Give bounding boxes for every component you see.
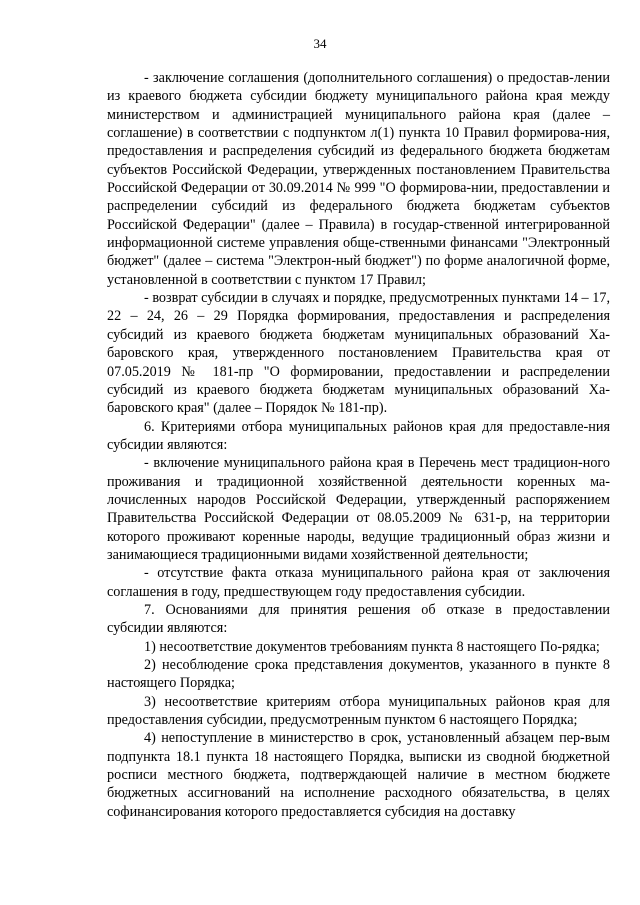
paragraph-agreement-conclusion: - заключение соглашения (дополнительного соглашения) о предостав-лении из краевого бюджета субсидии бюджету муниципального района края между министерством и администрацией муниципального района края (далее – соглашение) в соответствии с подпунктом л(1) пункта 10 Правил формирова-ния, предоставления и распределения субсидий из федерального бюджета бюджетам субъектов Российской Федерации, утвержденных постановлением Правительства Российской Федерации от 30.09.2014 № 999 "О формирова-нии, предоставлении и распределении субсидий из федерального бюджета бюджетам субъектов Российской Федерации" (далее – Правила) в государ-ственной интегрированной информационной системе управления обще-ственными финансами "Электронный бюджет" (далее – система "Электрон-ный бюджет") по форме аналогичной форме, установленной в соответствии с пунктом 17 Правил; <box>107 70 610 288</box>
paragraph-refusal-ground-4: 4) непоступление в министерство в срок, установленный абзацем пер-вым подпункта 18.1 пункта 18 настоящего Порядка, выписки из сводной бюджетной росписи местного бюджета, подтверждающей наличие в местном бюджете бюджетных ассигнований на исполнение расходного обязательства, в целях софинансирования которого предоставляется субсидия на доставку <box>107 730 610 820</box>
paragraph-refusal-grounds-heading: 7. Основаниями для принятия решения об отказе в предоставлении субсидии являются: <box>107 601 610 637</box>
paragraph-criterion-no-refusal: - отсутствие факта отказа муниципального района края от заключения соглашения в году, предшествующем году предоставления субсидии. <box>107 565 610 600</box>
paragraph-selection-criteria-heading: 6. Критериями отбора муниципальных районов края для предоставле-ния субсидии являются: <box>107 418 610 453</box>
paragraph-refusal-ground-2: 2) несоблюдение срока представления документов, указанного в пункте 8 настоящего Порядка; <box>107 657 610 692</box>
paragraph-subsidy-return: - возврат субсидии в случаях и порядке, предусмотренных пунктами 14 – 17, 22 – 24, 26 – 29 Порядка формирования, предоставления и распределения субсидий из краевого бюджета бюджетам муниципальных образований Ха-баровского края, утвержденного постановлением Правительства края от 07.05.2019 № 181-пр "О формировании, предоставлении и распределении субсидий из краевого бюджета бюджетам муниципальных образований Ха-баровского края" (далее – Порядок № 181-пр). <box>107 290 610 417</box>
paragraph-refusal-ground-3: 3) несоответствие критериям отбора муниципальных районов края для предоставления субсидии, предусмотренным пунктом 6 настоящего Порядка; <box>107 693 610 729</box>
page-number: 34 <box>313 36 327 51</box>
paragraph-criterion-inclusion: - включение муниципального района края в Перечень мест традицион-ного проживания и традиционной хозяйственной деятельности коренных ма-лочисленных народов Российской Федерации, утвержденный распоряжением Правительства Российской Федерации от 08.05.2009 № 631-р, на территории которого проживают коренные народы, ведущие традиционный образ жизни и занимающиеся традиционными видами хозяйственной деятельности; <box>107 455 610 563</box>
document-body <box>107 69 610 821</box>
paragraph-refusal-ground-1: 1) несоответствие документов требованиям пункта 8 настоящего По-рядка; <box>144 638 600 655</box>
